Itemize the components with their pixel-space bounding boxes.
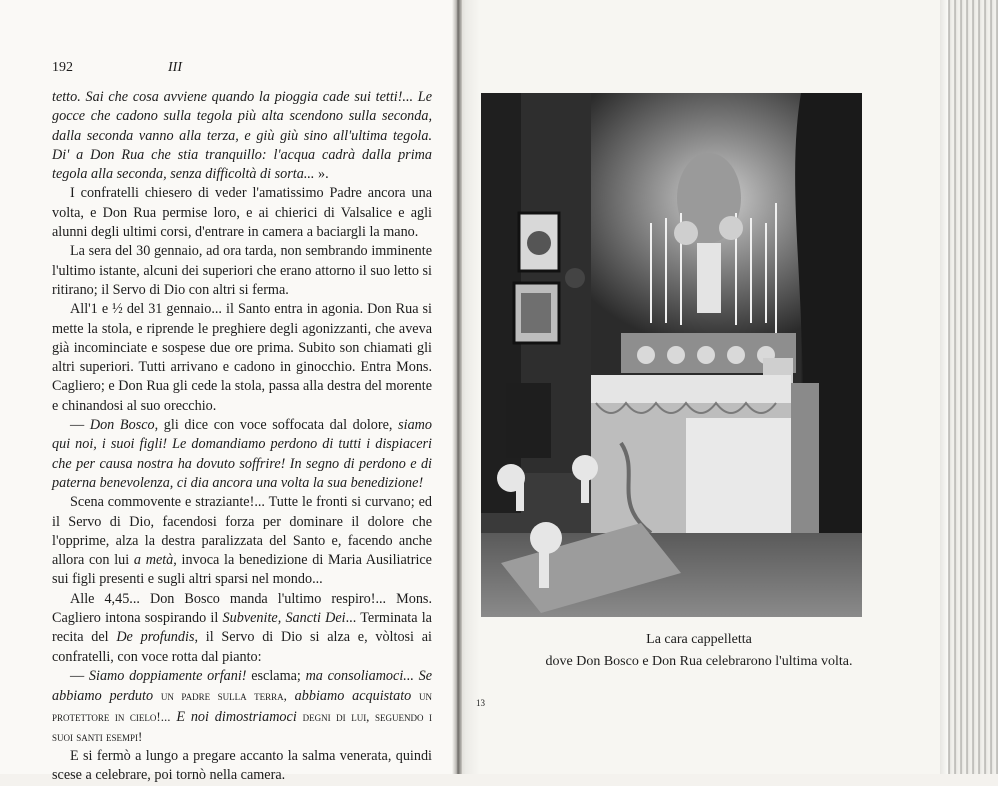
body-paragraph-p5: — Don Bosco, gli dice con voce soffocata dal dolore, siamo qui noi, i suoi figli! Le domandiamo perdono di tutti i dispiaceri che per causa nostra ha dovuto soffrire! In segno di perdono e di paterna benevolenza, ci dia ancora una volta la sua benedizione!	[52, 417, 433, 491]
body-paragraph-p9: E si fermò a lungo a pregare accanto la salma venerata, quindi scese a celebrare, poi tornò nella camera.	[52, 748, 432, 784]
body-paragraph-p1: tetto. Sai che cosa avviene quando la pioggia cade sui tetti!... Le gocce che cadono sulla tegola più alta scendono sulla seconda, dalla seconda vanno alla terza, e giù giù sino all'ultima tegola. Di' a Don Rua che stia tranquillo: l'acqua cadrà dalla prima tegola alla seconda, senza difficoltà di sorta... ».	[52, 89, 432, 183]
body-paragraph-p4: All'1 e ½ del 31 gennaio... il Santo entra in agonia. Don Rua si mette la stola, e riprende le preghiere degli agonizzanti, che aveva già incominciate e sospese due ore prima. Subito son chiamati gli altri superiori. Tutti arrivano e cadono in ginocchio. Entra Mons. Cagliero; e Don Rua gli cede la stola, passa alla destra del morente e chinandosi al suo orecchio.	[52, 301, 432, 414]
body-paragraph-p6: Scena commovente e straziante!... Tutte le fronti si curvano; ed il Servo di Dio, facendosi forza per dominare il dolore che l'opprime, alza la destra paralizzata del Santo e, facendo anche allora con lui a metà, invoca la benedizione di Maria Ausiliatrice sui figli presenti e sugli altri sparsi nel mondo...	[52, 494, 432, 588]
left-page	[0, 0, 458, 784]
page-number: 192	[52, 60, 73, 75]
photo-caption-line-2: dove Don Bosco e Don Rua celebrarono l'ultima volta.	[545, 654, 853, 669]
chapel-altar-photo	[481, 93, 862, 617]
running-head-chapter: III	[168, 60, 182, 75]
photo-illustration	[481, 93, 862, 617]
signature-mark: 13	[476, 698, 485, 708]
body-text	[52, 88, 432, 786]
body-paragraph-p8: — Siamo doppiamente orfani! esclama; ma consoliamoci... Se abbiamo perduto un padre sulla terra, abbiamo acquistato un protettore in cielo!... E noi dimostriamoci degni di lui, seguendo i suoi santi esempi!	[52, 667, 433, 744]
body-paragraph-p3: La sera del 30 gennaio, ad ora tarda, non sembrando imminente l'ultimo istante, alcuni dei superiori che erano attorno il suo letto si ritirano; il Servo di Dio con altri si ferma.	[52, 243, 432, 298]
body-paragraph-p2: I confratelli chiesero di veder l'amatissimo Padre ancora una volta, e Don Rua permise loro, e ai chierici di Valsalice e agli alunni degli ultimi corsi, d'entrare in camera a baciargli la mano.	[52, 185, 432, 241]
body-paragraph-p7: Alle 4,45... Don Bosco manda l'ultimo respiro!... Mons. Cagliero intona sospirando il Subvenite, Sancti Dei... Terminata la recita del De profundis, il Servo di Dio si alza e, vòltosi ai confratelli, con voce rotta dal pianto:	[52, 590, 432, 665]
page-edges	[940, 0, 998, 774]
photo-caption-line-1: La cara cappelletta	[646, 632, 752, 647]
